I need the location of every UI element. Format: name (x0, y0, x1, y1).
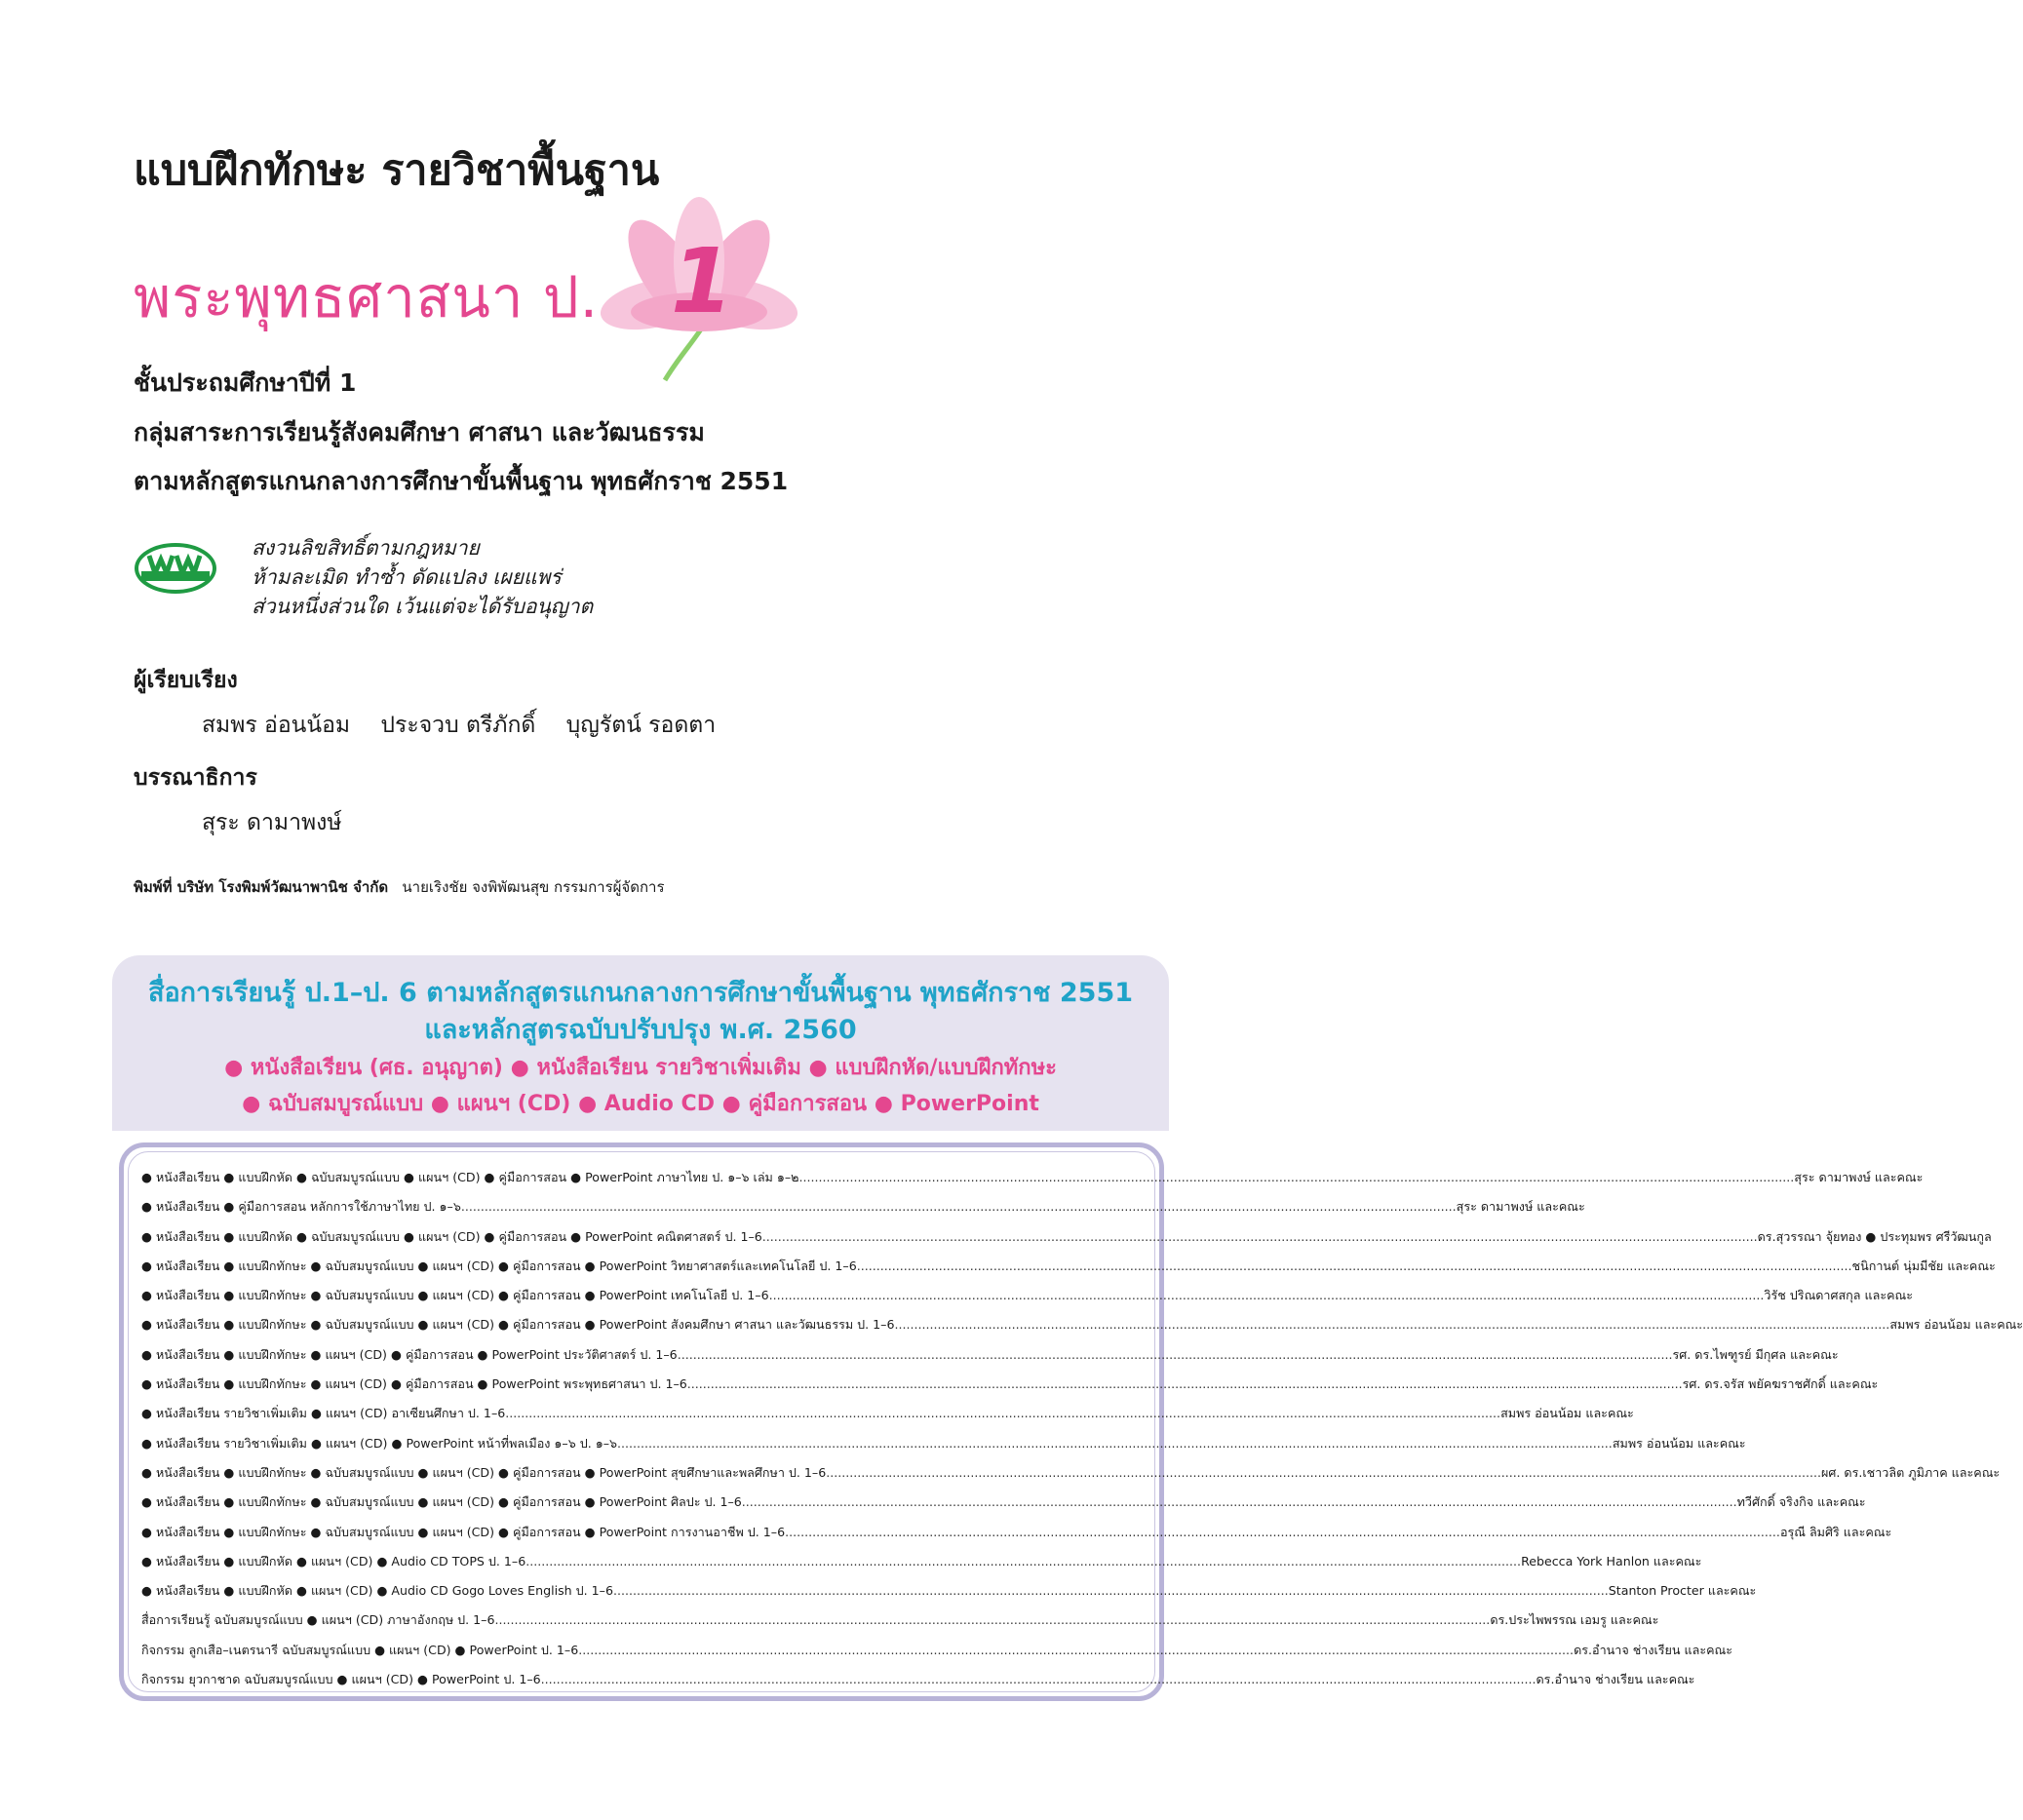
compilers-list (202, 708, 739, 743)
catalog-item-author: ผศ. ดร.เชาวลิต ภูมิภาค และคณะ (1821, 1464, 2001, 1480)
leader-dots (541, 1665, 1537, 1694)
leader-dots (762, 1222, 1758, 1252)
leader-dots (613, 1576, 1609, 1606)
printer-manager: นายเริงชัย จงพิพัฒนสุข กรรมการผู้จัดการ (402, 878, 665, 896)
catalog-item-author: ดร.อำนาจ ช่างเรียน และคณะ (1536, 1672, 1695, 1687)
catalog-item-title: ● หนังสือเรียน รายวิชาเพิ่มเติม ● แผนฯ (CD) อาเซียนศึกษา ป. 1–6 (141, 1406, 506, 1421)
compiler-name: สมพร อ่อนน้อม (202, 713, 351, 738)
subject-group-line: กลุ่มสาระการเรียนรู้สังคมศึกษา ศาสนา และวัฒนธรรม (134, 418, 705, 446)
compiler-name: ประจวบ ตรีภักดิ์ (380, 713, 536, 738)
catalog-item (141, 1163, 1924, 1192)
leader-dots (798, 1163, 1794, 1192)
catalog-item-author: อรุณี ลิมศิริ และคณะ (1779, 1524, 1892, 1539)
leader-dots (617, 1429, 1613, 1458)
leader-dots (505, 1399, 1500, 1428)
media-box-line: ● หนังสือเรียน (ศธ. อนุญาต) ● หนังสือเรียน รายวิชาเพิ่มเติม ● แบบฝึกหัด/แบบฝึกทักษะ (224, 1056, 1057, 1080)
editor-name: สุระ ดามาพงษ์ (202, 810, 342, 835)
catalog-item (141, 1576, 1757, 1606)
leader-dots (678, 1340, 1673, 1370)
catalog-item-author: ชนิกานต์ นุ่มมีชัย และคณะ (1851, 1258, 1996, 1273)
catalog-item-title: ● หนังสือเรียน ● แบบฝึกทักษะ ● แผนฯ (CD) ● คู่มือการสอน ● PowerPoint ประวัติศาสตร์ ป. 1–6 (141, 1346, 678, 1362)
catalog-item-author: รศ. ดร.จรัส พยัคฆราชศักดิ์ และคณะ (1682, 1376, 1879, 1392)
leader-dots (826, 1458, 1821, 1488)
leader-dots (525, 1547, 1521, 1576)
catalog-item-title: กิจกรรม ลูกเสือ–เนตรนารี ฉบับสมบูรณ์แบบ ● แผนฯ (CD) ● PowerPoint ป. 1–6 (141, 1642, 579, 1657)
publisher-logo-icon (134, 542, 217, 595)
media-box-line: สื่อการเรียนรู้ ป.1–ป. 6 ตามหลักสูตรแกนกลางการศึกษาขั้นพื้นฐาน พุทธศักราช 2551 (147, 978, 1134, 1008)
catalog-item (141, 1281, 1913, 1310)
catalog-item-author: สมพร อ่อนน้อม และคณะ (1500, 1406, 1634, 1421)
compiler-name: บุญรัตน์ รอดตา (565, 713, 717, 738)
catalog-item-author: สมพร อ่อนน้อม และคณะ (1889, 1317, 2023, 1333)
catalog-item (141, 1252, 1996, 1281)
leader-dots (785, 1518, 1780, 1547)
catalog-item-title: ● หนังสือเรียน ● แบบฝึกทักษะ ● ฉบับสมบูรณ์แบบ ● แผนฯ (CD) ● คู่มือการสอน ● PowerPoint สุขศึกษาและพลศึกษา ป. 1–6 (141, 1464, 827, 1480)
editor-label: บรรณาธิการ (134, 765, 257, 791)
media-box-line: ● ฉบับสมบูรณ์แบบ ● แผนฯ (CD) ● Audio CD ● คู่มือการสอน ● PowerPoint (242, 1092, 1039, 1116)
catalog-item-author: ดร.อำนาจ ช่างเรียน และคณะ (1574, 1642, 1733, 1657)
catalog-item-title: ● หนังสือเรียน ● แบบฝึกทักษะ ● ฉบับสมบูรณ์แบบ ● แผนฯ (CD) ● คู่มือการสอน ● PowerPoint สังคมศึกษา ศาสนา และวัฒนธรรม ป. 1–6 (141, 1317, 895, 1333)
catalog-item-author: ดร.สุวรรณา จุ้ยทอง ● ประทุมพร ศรีวัฒนกูล (1757, 1228, 1992, 1244)
catalog-list (141, 1163, 2023, 1694)
catalog-item (141, 1340, 1839, 1370)
catalog-item-title: ● หนังสือเรียน ● คู่มือการสอน หลักการใช้ภาษาไทย ป. ๑–๖ (141, 1199, 461, 1215)
catalog-item-author: ทวีศักดิ์ จริงกิจ และคณะ (1736, 1494, 1866, 1510)
leader-dots (857, 1252, 1852, 1281)
catalog-item (141, 1636, 1733, 1665)
catalog-item-title: ● หนังสือเรียน ● แบบฝึกทักษะ ● ฉบับสมบูรณ์แบบ ● แผนฯ (CD) ● คู่มือการสอน ● PowerPoint การงานอาชีพ ป. 1–6 (141, 1524, 786, 1539)
catalog-item (141, 1399, 1634, 1428)
catalog-item-author: Rebecca York Hanlon และคณะ (1521, 1553, 1702, 1568)
copyright-line: ห้ามละเมิด ทำซ้ำ ดัดแปลง เผยแพร่ (252, 565, 562, 589)
catalog-item-title: ● หนังสือเรียน ● แบบฝึกหัด ● ฉบับสมบูรณ์แบบ ● แผนฯ (CD) ● คู่มือการสอน ● PowerPoint คณิตศาสตร์ ป. 1–6 (141, 1228, 762, 1244)
curriculum-line: ตามหลักสูตรแกนกลางการศึกษาขั้นพื้นฐาน พุทธศักราช 2551 (134, 467, 789, 495)
grade-number: 1 (671, 229, 734, 333)
leader-dots (895, 1310, 1890, 1339)
catalog-item-author: รศ. ดร.ไพฑูรย์ มีกุศล และคณะ (1672, 1346, 1839, 1362)
media-box-line: และหลักสูตรฉบับปรับปรุง พ.ศ. 2560 (424, 1015, 857, 1045)
catalog-item (141, 1310, 2023, 1339)
catalog-item-author: Stanton Procter และคณะ (1608, 1583, 1757, 1599)
catalog-item-title: ● หนังสือเรียน ● แบบฝึกทักษะ ● แผนฯ (CD) ● คู่มือการสอน ● PowerPoint พระพุทธศาสนา ป. 1–6 (141, 1376, 687, 1392)
copyright-line: สงวนลิขสิทธิ์ตามกฎหมาย (252, 536, 480, 560)
leader-dots (578, 1636, 1574, 1665)
printer-credit (134, 875, 665, 899)
grade-line: ชั้นประถมศึกษาปีที่ 1 (134, 368, 357, 397)
catalog-item (141, 1606, 1659, 1635)
catalog-item-author: สมพร อ่อนน้อม และคณะ (1612, 1435, 1746, 1451)
catalog-item (141, 1547, 1702, 1576)
copyright-line: ส่วนหนึ่งส่วนใด เว้นแต่จะได้รับอนุญาต (252, 595, 594, 618)
leader-dots (461, 1192, 1457, 1221)
catalog-item-title: กิจกรรม ยุวกาชาด ฉบับสมบูรณ์แบบ ● แผนฯ (CD) ● PowerPoint ป. 1–6 (141, 1672, 541, 1687)
catalog-item-title: ● หนังสือเรียน ● แบบฝึกหัด ● แผนฯ (CD) ● Audio CD TOPS ป. 1–6 (141, 1553, 526, 1568)
catalog-item-title: ● หนังสือเรียน รายวิชาเพิ่มเติม ● แผนฯ (CD) ● PowerPoint หน้าที่พลเมือง ๑–๖ ป. ๑–๖ (141, 1435, 617, 1451)
catalog-item (141, 1429, 1746, 1458)
catalog-item (141, 1665, 1695, 1694)
catalog-item-author: วิรัช ปริณดาศสกุล และคณะ (1764, 1288, 1913, 1303)
leader-dots (742, 1488, 1737, 1517)
catalog-item-title: ● หนังสือเรียน ● แบบฝึกทักษะ ● ฉบับสมบูรณ์แบบ ● แผนฯ (CD) ● คู่มือการสอน ● PowerPoint เทคโนโลยี ป. 1–6 (141, 1288, 769, 1303)
cover-subtitle: แบบฝึกทักษะ รายวิชาพื้นฐาน (134, 146, 660, 195)
leader-dots (687, 1370, 1683, 1399)
printer-company: พิมพ์ที่ บริษัท โรงพิมพ์วัฒนาพานิช จำกัด (134, 878, 389, 896)
catalog-item (141, 1518, 1892, 1547)
leader-dots (494, 1606, 1490, 1635)
catalog-item (141, 1222, 1992, 1252)
main-title: พระพุทธศาสนา ป. (134, 264, 600, 330)
leader-dots (769, 1281, 1765, 1310)
catalog-item (141, 1458, 2001, 1488)
catalog-item (141, 1192, 1585, 1221)
catalog-item-title: ● หนังสือเรียน ● แบบฝึกทักษะ ● ฉบับสมบูรณ์แบบ ● แผนฯ (CD) ● คู่มือการสอน ● PowerPoint วิทยาศาสตร์และเทคโนโลยี ป. 1–6 (141, 1258, 857, 1273)
catalog-item-title: ● หนังสือเรียน ● แบบฝึกทักษะ ● ฉบับสมบูรณ์แบบ ● แผนฯ (CD) ● คู่มือการสอน ● PowerPoint ศิลปะ ป. 1–6 (141, 1494, 742, 1510)
catalog-item (141, 1370, 1879, 1399)
compilers-label: ผู้เรียบเรียง (134, 668, 238, 693)
catalog-item-author: สุระ ดามาพงษ์ และคณะ (1794, 1170, 1924, 1184)
catalog-item-title: ● หนังสือเรียน ● แบบฝึกหัด ● แผนฯ (CD) ● Audio CD Gogo Loves English ป. 1–6 (141, 1583, 613, 1599)
product-catalog (119, 1142, 2023, 1701)
learning-media-box (112, 955, 1169, 1131)
catalog-item-title: สื่อการเรียนรู้ ฉบับสมบูรณ์แบบ ● แผนฯ (CD) ภาษาอังกฤษ ป. 1–6 (141, 1612, 495, 1628)
catalog-item-author: ดร.ประไพพรรณ เอมรู และคณะ (1490, 1612, 1659, 1628)
catalog-item-title: ● หนังสือเรียน ● แบบฝึกหัด ● ฉบับสมบูรณ์แบบ ● แผนฯ (CD) ● คู่มือการสอน ● PowerPoint ภาษาไทย ป. ๑–๖ เล่ม ๑–๒ (141, 1170, 799, 1184)
catalog-item (141, 1488, 1866, 1517)
catalog-item-author: สุระ ดามาพงษ์ และคณะ (1456, 1199, 1585, 1215)
